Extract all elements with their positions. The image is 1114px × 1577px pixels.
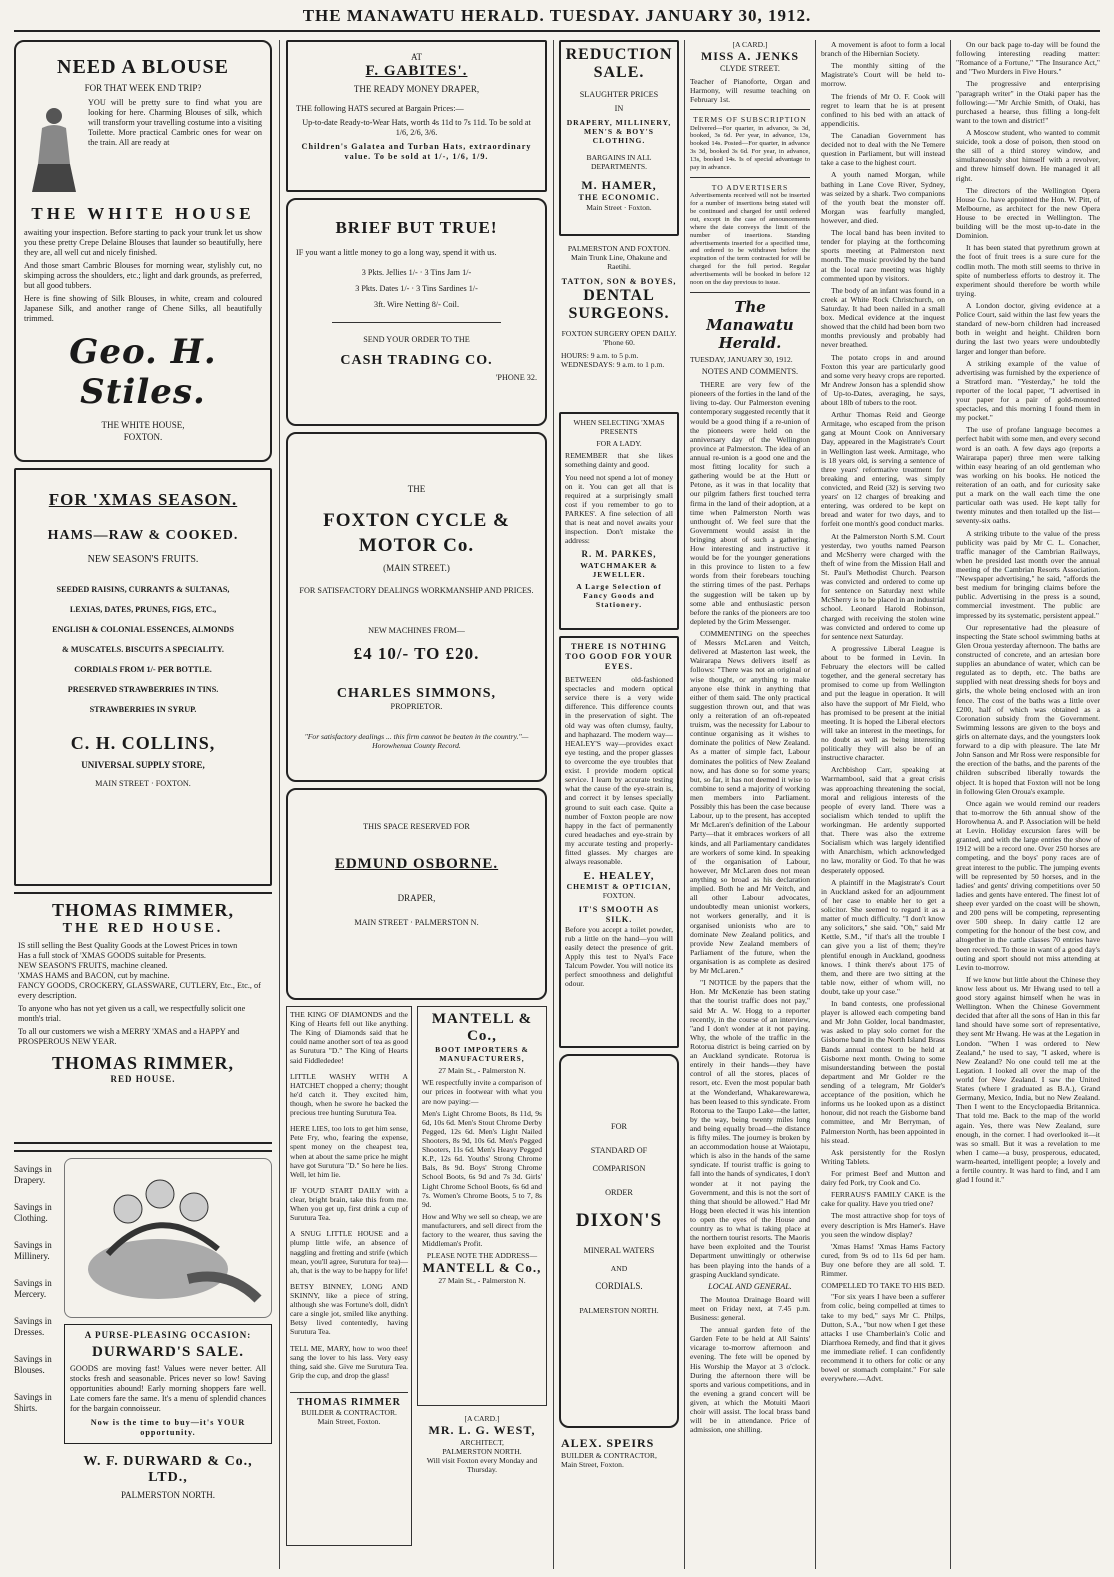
savings-item: Savings in Clothing. [14, 1202, 52, 1223]
column-2 [286, 40, 547, 1569]
osborne-reserved: THIS SPACE RESERVED FOR [363, 822, 470, 831]
mantell-address: 27 Main St., - Palmerston N. [438, 1066, 526, 1076]
cycle-name: FOXTON CYCLE & MOTOR Co. [323, 510, 510, 556]
goods-line: LEXIAS, DATES, PRUNES, FIGS, ETC., [69, 604, 217, 614]
surutura-verse: BETSY BINNEY, LONG AND SKINNY, like a piece of string, although she was Fortune's doll, didn't care a single jot, smiled like anything. Betsy lived contentedly, having Surutura Tea. [290, 1281, 408, 1337]
tatton-hours: WEDNESDAYS: 9 a.m. to 1 p.m. [561, 359, 665, 369]
column-1 [14, 40, 272, 1569]
blouse-body-4: Here is fine showing of Silk Blouses, in white, cream and coloured Japanese Silk, and another range of Chene Silks, all beautifully trimmed. [24, 294, 262, 324]
white-house-town: FOXTON. [123, 431, 163, 442]
cash-trading-ad [286, 198, 547, 426]
speirs-role: BUILDER & CONTRACTOR, [561, 1451, 657, 1460]
parkes-head: WHEN SELECTING 'XMAS PRESENTS [573, 418, 665, 437]
osborne-ad [286, 788, 547, 1000]
mantell-footer-address: 27 Main St., - Palmerston N. [438, 1276, 526, 1286]
news-item: "For six years I have been a sufferer from colic, being compelled at times to take to my bed," says Mr C. Philps, Dutton, S.A., "but now when I get these attacks I use Chamberlain's Colic and Diarrhoea Remedy, and find that it gives me immediate relief. I can confidently recommend it to others for colic or any bowel or stomach complaint." For sale everywhere.—Advt. [821, 1292, 945, 1384]
tatton-phone: 'Phone 60. [603, 337, 635, 347]
surutura-tea-ad [286, 1006, 412, 1546]
tatton-address: Main Trunk Line, Ohakune and Raetihi. [571, 253, 667, 272]
terms-body: Delivered—For quarter, in advance, 3s 3d, booked, 3s 6d. Per year, in advance, 13s, booked 14s. Posted—For quarter, in advance 3s 3d, booked 3s 6d. For year, in advance, 13s, booked 14s. Is of special advantage to pay in advance. [690, 124, 810, 172]
advertisers-heading: TO ADVERTISERS [711, 182, 789, 192]
cycle-the: THE [407, 484, 426, 494]
news-item: A plaintiff in the Magistrate's Court in Auckland asked for an adjournment of her case to enable her to get a solicitor. She seemed to regard it as a matter of much difficulty. "I don't know any solicitors," she said. "Oh," said Mr Kettle, S.M., "if that's all the trouble I can give you a list of them; they're plentiful enough in Auckland, goodness knows. I think there's about 175 of them, and there are two sitting at the table now, either of whom will, no doubt, take up your case." [821, 877, 945, 996]
parkes-ad [559, 412, 679, 630]
rimmer-builder-role: BUILDER & CONTRACTOR. [301, 1407, 397, 1417]
stiles-signature: Geo. H. Stiles. [69, 332, 217, 413]
news-item: The potato crops in and around Foxton this year are particularly good and some very heavy crops are reported. Mr Andrew Jonson has a splendid show of Up-to-Dates, averaging, he says, about 18lb of tubers to the root. [821, 352, 945, 408]
hamer-head-2: SALE. [593, 64, 645, 81]
news-item: In band contests, one professional player is allowed each competing band and Mr John Golder, local bandmaster, was asked to play solo cornet for the Gisborne band in the North Island Brass Bands annual contest to be held at Gisborne next month. Owing to some misunderstanding between the postal department and Mr Golder re the sending of a telegram, Mr Golder's acceptance of the position, which he informs us he looked upon as a distinct honour, did not reach the Gisborne band committee, and Mr Berryman, of Palmerston North, has been appointed in his stead. [821, 999, 945, 1145]
west-name: MR. L. G. WEST, [428, 1423, 536, 1438]
editorial-paragraph: THERE are very few of the pioneers of the forties in the land of the living to-day. Our Palmerston evening contemporary suggested recently that it would be a good thing if a re-union of the pioneers were held on the anniversary day of the Wellington province at Palmerston. The idea of an annual re-union is a good one and the most fitting locality for such a gathering would be at the Hutt or Petone, as it was in that locality that our pilgrim fathers first touched terra firma in the land of their adoption, at a time when Palmerston North was unthought of. We feel sure that the Government would assist in the bringing about of such a gathering. How interesting and instructive it would be for the younger generations in this province to listen to a few words from their forebears touching the stirring times of the past. Perhaps the suggestion will be taken up by some able and enthusiastic person before the ranks of the pioneers are too depleted by the Grim Messenger. [690, 380, 810, 626]
durward-body: GOODS are moving fast! Values were never better. All stocks fresh and seasonable. Prices never so low! Saving opportunities abound! Early morning shoppers fare well. Late comers fare the same. It's a menu of splendid chances for the bargain connoisseur. [70, 1364, 266, 1414]
mantell-sub: BOOT IMPORTERS & MANUFACTURERS, [435, 1045, 529, 1064]
rimmer-builder-name: THOMAS RIMMER [297, 1396, 401, 1408]
news-item: The monthly sitting of the Magistrate's Court will be held to-morrow. [821, 61, 945, 89]
news-heading: COMPELLED TO TAKE TO HIS BED. [821, 1281, 945, 1291]
gabites-text: Children's Galatea and Turban Hats, extraordinary value. To be sold at 1/-, 1/6, 1/9. [301, 141, 532, 161]
rimmer-name: THOMAS RIMMER, [52, 900, 234, 920]
column-5 [821, 40, 945, 1569]
mantell-text: How and Why we sell so cheap, we are manufacturers, and sell direct from the factory to the wearer, thus saving the Middleman's Profit. [422, 1211, 542, 1249]
news-item: Ask persistently for the Roslyn Writing Tablets. [821, 1147, 945, 1166]
tatton-surgery: FOXTON SURGERY OPEN DAILY. [561, 328, 677, 338]
rimmer-text: 'XMAS HAMS and BACON, cut by machine. [18, 971, 170, 980]
rimmer-text: NEW SEASON'S FRUITS, machine cleaned. [18, 961, 168, 970]
brief-order: SEND YOUR ORDER TO THE [363, 335, 470, 344]
brief-headline: BRIEF BUT TRUE! [335, 218, 498, 237]
dixon-for: FOR [611, 1122, 627, 1131]
dixon-line: MINERAL WATERS [583, 1246, 655, 1255]
cycle-price: £4 10/- TO £20. [353, 643, 480, 663]
gabites-text: THE following HATS secured at Bargain Prices:— [296, 103, 464, 113]
talcum-body: Before you accept a toilet powder, rub a little on the hand—you will easily detect the presence of grit. Apply this test to Nyal's Face Talcum Powder. You will notice its perfect smoothness and delightful odour. [565, 924, 673, 989]
west-card [417, 1414, 547, 1475]
brief-intro: IF you want a little money to go a long way, spend it with us. [296, 248, 497, 257]
news-item: Archbishop Carr, speaking at Warrnambool, said that a great crisis was approaching threatening the social, moral and religious interests of the people of every land. There was a socialism which tended to uplift the workingman. He ardently supported that. There was also the extreme Socialism which was largely identified with Anarchism, which acknowledged no law, morality or God. To that he was desperately opposed. [821, 765, 945, 875]
parkes-role: WATCHMAKER & JEWELLER. [580, 560, 658, 579]
parkes-text: REMEMBER that she likes something dainty and good. [565, 451, 673, 470]
goods-line: CORDIALS FROM 1/- PER BOTTLE. [74, 664, 212, 674]
savings-list [14, 1158, 60, 1540]
dixon-ad [559, 1054, 679, 1428]
goods-line: SEEDED RAISINS, CURRANTS & SULTANAS, [56, 584, 230, 594]
durward-name: W. F. DURWARD & Co., LTD., [83, 1454, 253, 1486]
jenks-card [690, 40, 810, 104]
local-paragraph: The annual garden fete of the Garden Fete to be held at All Saints' vicarage to-morrow afternoon and evening. The fete will be opened by His Worship the Mayor at 3 o'clock. During the afternoon there will be sports and various competitions, and in the evening a grand concert will be given, at which the Motuiti Maori choir will assist. The local brass band will be in attendance. Price of admission, one shilling. [690, 1325, 810, 1435]
west-text: Will visit Foxton every Monday and Thursday. [426, 1456, 538, 1475]
news-item: 'Xmas Hams! 'Xmas Hams Factory cured, from 9s od to 11s 6d per ham. Buy one before they are all sold. T. Rimmer. [821, 1241, 945, 1279]
mantell-ad [417, 1006, 547, 1406]
blouse-body-2: awaiting your inspection. Before starting to pack your trunk let us show you these pretty Crepe Delaine Blouses that launder so beautifully, here they are, all well cut and nicely finished. [24, 228, 262, 258]
durward-headline-1: A PURSE-PLEASING OCCASION: [84, 1330, 252, 1340]
west-city: PALMERSTON NORTH. [442, 1447, 522, 1457]
news-item: The progressive and enterprising "paragraph writer" in the Otaki paper has the following:—"Mr Archie Smith, of Otaki, has purchased a hearse, thus filling a long-felt want to the town and district!" [956, 79, 1100, 125]
mantell-footer: MANTELL & Co., [422, 1260, 542, 1276]
goods-line: STRAWBERRIES IN SYRUP. [89, 704, 197, 714]
savings-item: Savings in Millinery. [14, 1240, 52, 1261]
healey-role: CHEMIST & OPTICIAN, [566, 882, 672, 892]
dixon-name: DIXON'S [575, 1210, 663, 1231]
savings-item: Savings in Dresses. [14, 1316, 52, 1337]
news-item: A movement is afoot to form a local branch of the Hibernian Society. [821, 40, 945, 59]
savings-item: Savings in Shirts. [14, 1392, 52, 1413]
savings-item: Savings in Mercery. [14, 1278, 52, 1299]
goods-line: PRESERVED STRAWBERRIES IN TINS. [67, 684, 219, 694]
surutura-verse: A SNUG LITTLE HOUSE and a plump little wife, an absence of naggling and fretting and strife (which mean, you'll agree, Surutura for tea)—ah, that is the way to be happy for life! [290, 1229, 408, 1275]
parkes-sub: FOR A LADY. [596, 439, 642, 449]
jenks-street: CLYDE STREET. [720, 64, 780, 74]
column-divider [950, 40, 951, 1569]
osborne-address: MAIN STREET · PALMERSTON N. [354, 918, 479, 928]
dixon-line: ORDER [605, 1188, 633, 1197]
collins-ad [14, 468, 272, 886]
mantell-note: PLEASE NOTE THE ADDRESS— [426, 1251, 538, 1261]
news-item: The local band has been invited to tender for playing at the forthcoming sports meeting at Palmerston next month. The music provided by the band at the local race meeting was highly commented upon by visitors. [821, 228, 945, 283]
cycle-role: PROPRIETOR. [390, 701, 443, 711]
news-item: At the Palmerston North S.M. Court yesterday, two youths named Pearson and McSherry were charged with the theft of wine from the Mission Hall and St. Paul's Methodist Church. Pearson was convicted and ordered to come up for sentence on Saturday next while McSherry is to be placed in an industrial school. Leonard Harold Robinson, charged with receiving the stolen wine was convicted and ordered to come up for sentence next Saturday. [821, 531, 945, 641]
hams-line: HAMS—RAW & COOKED. [47, 528, 239, 543]
rimmer-ad [14, 892, 272, 1144]
brief-price-row: 3 Pkts. Dates 1/- · 3 Tins Sardines 1/- [355, 284, 478, 293]
jenks-name: MISS A. JENKS [700, 49, 800, 64]
brief-price-row: 3 Pkts. Jellies 1/- · 3 Tins Jam 1/- [361, 268, 472, 277]
news-item: A London doctor, giving evidence at a Police Court, said within the last few years the standard of new-born children had increased both in weight and height. Children born during the last two years were undoubtedly larger and longer than before. [956, 300, 1100, 356]
local-general-heading: LOCAL AND GENERAL. [708, 1281, 792, 1291]
rimmer-text: IS still selling the Best Quality Goods at the Lowest Prices in town [18, 941, 238, 950]
news-item: A striking tribute to the value of the press publicity was paid by Mr C. L. Conacher, traffic manager of the Cambrian Railways, when he presided last month over the annual meeting of the Cambrian Resorts Association. "Newspaper advertising," he said, "affords the best medium for bringing claims before the public. Advertising in the press is a sound, commercial investment. The public are impressed by its systematic, persistent appeal." [956, 528, 1100, 620]
news-item: The directors of the Wellington Opera House Co. have appointed the Hon. W. Pitt, of Melbourne, as architect for the new Opera House to be erected in Wellington. The building will be the most up-to-date in the Dominion. [956, 185, 1100, 241]
white-house-ad [14, 40, 272, 462]
white-house-foot: THE WHITE HOUSE, [101, 420, 185, 431]
mantell-text: WE respectfully invite a comparison of our prices in footwear with what you are now paying:— [422, 1078, 542, 1106]
surutura-verse: LITTLE WASHY WITH A HATCHET chopped a cherry; thought he'd catch it. They excited him, though, when he swore he backed the precious tree hunting Surutura Tea. [290, 1071, 408, 1118]
jenks-text: Teacher of Pianoforte, Organ and Harmony, will resume teaching on February 1st. [690, 77, 810, 105]
dixon-city: PALMERSTON NORTH. [579, 1306, 659, 1316]
mantell-prices: Men's Light Chrome Boots, 8s 11d, 9s 6d, 10s 6d. Men's Stout Chrome Derby Pegged, 12s 6d. Men's Light Nailed Shooters, 8s 9d, 10s 6d. Men's Pegged Shooters, 11s 6d. Men's Heavy Pegged K.P., 12s 6d. Youths' Strong Chrome Bals, 8s 9d. Boys' Strong Chrome School Boots, 6s 9d and 7s 3d. Girls' Light Chrome School Boots, 6s 6d and 7s. Women's Chrome Boots, 5 to 7, 8s 9d. [422, 1108, 542, 1209]
healey-ad [559, 636, 679, 1048]
durward-cta: Now is the time to buy—it's YOUR opportunity. [90, 1418, 246, 1438]
rimmer-name-footer: THOMAS RIMMER, [52, 1053, 234, 1073]
terms-heading: TERMS OF SUBSCRIPTION [693, 115, 807, 125]
editorial-paragraph: "I NOTICE by the papers that the Hon. Mr McKenzie has been stating that the tourist traffic does not pay," said Mr A. W. Hogg to a reporter recently, in the course of an interview, "and I don't wonder at it not paying. Why, the whole of the traffic in the Rotorua district is being carried on by an Auckland syndicate. Rotorua is entirely in their hands—they have control of all the stores, places of resort, etc. Even the most popular bath at the Wonderland, Whakarewarewa, has been leased to this syndicate. From Rotorua to the Taupo Lake—the latter, by the way, being twenty miles long and being equally broad—the distance is fifty miles. The journey is broken by an accommodation house at Waiotapu, which is also in the hands of the same syndicate. If tourist traffic is going to fall into the hands of syndicates, I don't wonder at it not paying the Government, and this is not the sort of thing that should be allowed." Had Mr Hogg been elected it was his intention to open the eyes of the House and country as to what is taking place at the northern tourist resorts. The Maoris have been exploited and the Tourist Department unwittingly or otherwise has been playing into the hands of a grasping Auckland syndicate. [690, 978, 810, 1279]
editorial-paragraph: COMMENTING on the speeches of Messrs McLaren and Veitch, delivered at Masterton last week, the Wairarapa News delivers itself as follows: "There was not an original or wise thought, or anything to make anyone else think in anything that either of them said. The only practical suggestion thrown out, and that was only a reiteration of an oft-repeated truism, was the necessity for Labour to continue organising as it wishes to dominate the politics of New Zealand. As a matter of simple fact, Labour dominates the politics of New Zealand now, and has done so for some years; but, so far, it has not deemed it wise to combine to send a majority of working men members into Parliament. Possibly this has been the case because Labour, up to the present, has accepted Mr McLaren's definition of the Labour Party—that it embraces workers of all kinds, and all Parliamentary candidates are workers of some kind. In speaking of the organisation of Labour, however, Mr McLaren does not mean anything so broad as his declaration implied. Both he and Mr Veitch, and all other Labour advocates, undoubtedly mean unionist workers, not workers generally, and it is organised unionists who are to dominate New Zealand politics, and provide New Zealand members of Parliament of the future, when the organisation is as complete as desired by Mr McLaren." [690, 629, 810, 976]
news-item: For primest Beef and Mutton and dairy fed Pork, try Cook and Co. [821, 1169, 945, 1188]
speirs-name: ALEX. SPEIRS [561, 1436, 655, 1450]
news-item: The most attractive shop for toys of every description is Mrs Hamer's. Have you seen the window display? [821, 1211, 945, 1239]
dixon-line: AND [610, 1264, 628, 1273]
surutura-verse: THE KING OF DIAMONDS and the King of Hearts fell out like anything. The King of Diamonds said that he could name another sort of tea as good as Surutura "D." The King of Hearts said Fiddlededee! [290, 1010, 408, 1065]
hamer-ad [559, 40, 679, 236]
tatton-city: PALMERSTON AND FOXTON. [567, 244, 671, 253]
collins-store: UNIVERSAL SUPPLY STORE, [81, 759, 205, 770]
mantell-name: MANTELL & Co., [431, 1011, 533, 1044]
gabites-sub: THE READY MONEY DRAPER, [353, 84, 480, 95]
cycle-quote: "For satisfactory dealings ... this firm cannot be beaten in the country."—Horowhenua County Record. [304, 731, 529, 750]
column-3 [559, 40, 679, 1569]
news-item: If we know but little about the Chinese they know less about us. Mr Hwang used to tell a good story against himself when he was in Wellington. When the Chinese Government decided that after all the sons of Han in this far land should have some sort of representative, they sent Mr Hwang. He was at the Legation in London. "When I was ordered to New Zealand," he used to say, "I asked, where is New Zealand? No one could tell me at the Legation. I looked all over the map of the world for New Zealand. I saw the United States (where I graduated as B.A.), Grand Germany, Mexico, India, but no New Zealand. Then I went to the Encyclopaedia Britannica. That told me. Back to the map of the world again. Yes, there was New Zealand, sure enough, in the corner. I had overlooked it—it was so small. But it was a revelation to me when I came—a busy, prosperous, educated, warm-hearted, intelligent people; a lovely and a fertile country. It was hard to find, and I am glad I found it." [956, 974, 1100, 1185]
news-item: Our representative had the pleasure of inspecting the State school swimming baths at Glen Oroua yesterday afternoon. The baths are constructed of concrete, and an artesian bore supplies an abundance of water, which can be regulated as to depth, etc. The baths are supplied with neat dressing sheds for boys and girls, the whole being enclosed with an iron fence. The cost of the baths was a little over £200, half of which was obtained as a Coronation subsidy from the Government. Swimming lessons are given to the boys and girls on alternate days, and the youngsters look forward to a dip with pleasure. The late Mr John Sanson and Mr Ross were responsible for the erection of the baths, and the parents of the children subscribed liberally towards the object. It is hoped that Foxton will not be long in following Glen Oroua's example. [956, 622, 1100, 796]
rimmer-text: To all our customers we wish a MERRY 'XMAS and a HAPPY and PROSPEROUS NEW YEAR. [18, 1027, 240, 1046]
rimmer-text: Has a full stock of 'XMAS GOODS suitable for Presents. [18, 951, 206, 960]
hamer-items: DRAPERY, MILLINERY, MEN'S & BOY'S CLOTHING. [566, 118, 672, 146]
speirs-ad [559, 1434, 679, 1471]
rimmer-text: To anyone who has not yet given us a call, we respectfully solicit one month's trial. [18, 1004, 246, 1023]
column-4 [690, 40, 810, 1569]
news-item: On our back page to-day will be found the following interesting reading matter: "Romance of a Fortune," "The Insurance Act," and "Two Murders in Five Hours." [956, 40, 1100, 77]
white-house-name: THE WHITE HOUSE [31, 204, 255, 224]
red-house: THE RED HOUSE. [62, 921, 224, 936]
news-item: The use of profane language becomes a perfect habit with some men, and every second word is an oath. A few days ago (reports a Wairarapa paper) three men were talking within easy hearing of an old gentleman who was working on his books. He noticed the reiteration of an oath, and for curiosity sake put a mark on the wall each time the one particular oath was used. He kept tally for twenty minutes and then totalled up the list—seventy-six oaths. [956, 425, 1100, 526]
west-card-label: [A CARD.] [464, 1414, 500, 1423]
hamer-address: Main Street · Foxton. [586, 202, 652, 212]
news-item: It has been stated that pyrethrum grown at the foot of fruit trees is a sure cure for the codlin moth. The moth still seems to thrive in spite of numberless efforts to destroy it. The experiment should therefore be worth while trying. [956, 243, 1100, 298]
news-item: A Moscow student, who wanted to commit suicide, took a dose of poison, then stood on the sill of a third storey window, and simultaneously shot himself with a revolver, and threw himself down. He managed it all right. [956, 127, 1100, 183]
news-item: The friends of Mr O. F. Cook will regret to learn that he is at present confined to his bed with an attack of appendicitis. [821, 91, 945, 128]
news-item: A striking example of the value of advertising was furnished by the experience of a Stratford man. "Yesterday," he told the reporter of the local paper, "I advertised in your paper for a pair of gold-mounted spectacles, and this morning I found them in my pocket." [956, 358, 1100, 423]
column-divider [279, 40, 280, 1569]
column-divider [553, 40, 554, 1569]
savings-item: Savings in Drapery. [14, 1164, 52, 1185]
jenks-card-label: [A CARD.] [732, 40, 768, 49]
paper-date: TUESDAY, JANUARY 30, 1912. [690, 354, 793, 364]
goods-line: & MUSCATELS. BISCUITS A SPECIALITY. [62, 644, 224, 654]
blouse-headline: NEED A BLOUSE [57, 56, 229, 78]
news-item: A progressive Liberal League is about to be formed in Levin. In February the electors will be called together, and the general secretary has promised to come up from Wellington and put the league in operation. It will also have the support of Mr Field, who has promised to be present at the initial meeting. It is hoped the Liberal electors will take an interest in the meetings, for no doubt as well as being interesting politically they will also be of an instructive character. [821, 643, 945, 763]
news-item: A youth named Morgan, while bathing in Lane Cove River, Sydney, was seized by a shark. Two companions of the youth beat the monster off. Morgan was fearfully mangled, however, and died. [821, 170, 945, 225]
news-item: Arthur Thomas Reid and George Armitage, who escaped from the prison gang at Mount Cook on Anniversary Day, appeared in the Magistrate's Court in Wellington last week. Armitage, who is 18 years old, is serving a sentence of three years' reformative treatment for breaking and entering, was simply convicted, and Reid (32) is serving two years' on 12 charges of breaking and entering, was ordered to be kept on bread and water for two days, and to forfeit one month's good conduct marks. [821, 410, 945, 529]
dixon-line: COMPARISON [592, 1164, 646, 1173]
news-item: The body of an infant was found in a creek at White Rock Christchurch, on Saturday. It had been nailed in a small box. Medical evidence at the inquest showed that the child had been born two months previously and probably had never breathed. [821, 285, 945, 350]
local-paragraph: The Moutoa Drainage Board will meet on Friday next, at 7.45 p.m. Business: general. [690, 1294, 810, 1323]
hamer-shop: THE ECONOMIC. [578, 192, 660, 202]
hamer-sub: SLAUGHTER PRICES [579, 90, 659, 99]
goods-line: ENGLISH & COLONIAL ESSENCES, ALMONDS [52, 624, 234, 634]
surutura-verse: HERE LIES, too lots to get him sense, Pete Fry, who, fearing the expense, spent money on the cheapest tea, when at about the same price he might have got Surutura "D." So here he lies. Well, let him lie. [290, 1124, 408, 1179]
durward-city: PALMERSTON NORTH. [121, 1490, 215, 1501]
healey-city: FOXTON. [602, 891, 636, 901]
surutura-verse: IF YOU'D START DAILY with a clear, bright brain, take this from me. When you get up, first drink a cup of Surutura Tea. [290, 1185, 408, 1223]
foxton-cycle-ad [286, 432, 547, 782]
west-role: ARCHITECT, [460, 1438, 504, 1448]
news-item: FERRAUS'S FAMILY CAKE is the cake for quality. Have you tried one? [821, 1190, 945, 1209]
masthead-rule [14, 30, 1100, 32]
durward-ad [14, 1150, 272, 1540]
fruits-line: NEW SEASON'S FRUITS. [87, 554, 199, 565]
hamer-bargains: BARGAINS IN ALL DEPARTMENTS. [586, 153, 652, 172]
cash-trading-phone: 'PHONE 32. [495, 373, 537, 382]
healey-body: BETWEEN old-fashioned spectacles and modern optical service there is a very wide difference. This difference counts in the preservation of sight. The old way was often clumsy, faulty, and haphazard. The modern way—HEALEY'S way—provides exact eye testing, and the proper glasses to overcome the eye troubles that exist. I provide modern optical service. I learn by accurate testing what the cause of the eye-strain is, and correct it by lenses specially ground to suit each case. Quite a number of Foxton people are now happy in the fact of permanently cured headaches and eye-strain by my accurate testing and properly-fitted glasses. My charges are always reasonable. [565, 675, 673, 867]
paper-title: The Manawatu Herald. [706, 297, 794, 352]
blouse-sub: FOR THAT WEEK END TRIP? [84, 83, 202, 93]
cycle-machines: NEW MACHINES FROM— [368, 625, 465, 635]
gabites-ad [286, 40, 547, 192]
col2-bottom [286, 1006, 547, 1546]
healey-headline: THERE IS NOTHING TOO GOOD FOR YOUR EYES. [565, 642, 673, 671]
dixon-line: CORDIALS. [595, 1281, 643, 1292]
tatton-headline: DENTAL SURGEONS. [568, 287, 670, 322]
xmas-headline: FOR 'XMAS SEASON. [48, 490, 238, 509]
notes-heading: NOTES AND COMMENTS. [701, 367, 799, 377]
cycle-proprietor: CHARLES SIMMONS, [336, 685, 497, 701]
blouse-intro: YOU will be pretty sure to find what you are looking for here. Charming Blouses of silk, which will transform your travelling costume into a visiting Toilette. More practical Cambric ones for wear on the train. All are ready at [88, 98, 262, 148]
healey-name: E. HEALEY, [583, 870, 655, 883]
talcum-headline: IT'S SMOOTH AS SILK. [578, 904, 660, 924]
coin-purse-illustration [64, 1158, 272, 1318]
collins-name: C. H. COLLINS, [70, 732, 216, 753]
gabites-name: F. GABITES'. [365, 63, 468, 80]
parkes-name: R. M. PARKES, [581, 549, 657, 560]
speirs-address: Main Street, Foxton. [561, 1460, 624, 1470]
lady-figure-image [24, 104, 84, 194]
durward-headline-2: DURWARD'S SALE. [92, 1344, 244, 1361]
news-item: The Canadian Government has decided not to deal with the Ne Temere question in Parliament, but will instead take a case to the highest court. [821, 130, 945, 168]
rimmer-builder-address: Main Street, Foxton. [317, 1417, 381, 1427]
advertisers-body: Advertisements received will not be inserted for a number of insertions being stated will be continued and charged for until ordered out, except in the case of announcements where the date conveys the limit of the number of insertions. Standing advertisements inserted for a specified time, and ordered to be withdrawn before the expiration of the term contracted for will be charged for the full period. Regular advertisements will be booked in before 12 noon on the day previous to issue. [690, 192, 810, 287]
osborne-trade: DRAPER, [397, 893, 436, 903]
savings-item: Savings in Blouses. [14, 1354, 52, 1375]
tatton-hours: HOURS: 9 a.m. to 5 p.m. [561, 350, 639, 360]
dixon-line: STANDARD OF [590, 1146, 648, 1155]
rimmer-house-footer: RED HOUSE. [110, 1074, 176, 1084]
column-divider [684, 40, 685, 1569]
column-divider [815, 40, 816, 1569]
rimmer-text: FANCY GOODS, CROCKERY, GLASSWARE, CUTLERY, Etc., Etc., of every description. [18, 981, 261, 1000]
hamer-in: IN [614, 104, 624, 113]
gabites-at: AT [411, 52, 422, 62]
column-6 [956, 40, 1100, 1569]
cycle-address: (MAIN STREET.) [383, 562, 450, 573]
tatton-name: TATTON, SON & BOYES, [561, 277, 677, 287]
hamer-head-1: REDUCTION [565, 46, 673, 63]
brief-price-row: 3ft. Wire Netting 8/- Coil. [373, 300, 460, 309]
cycle-tagline: FOR SATISFACTORY DEALINGS WORKMANSHIP AND PRICES. [299, 585, 534, 595]
osborne-name: EDMUND OSBORNE. [334, 856, 499, 872]
surutura-verse: TELL ME, MARY, how to woo thee! sang the lover to his lass. Very easy thing, said she. Give me Surutura Tea. Grip the cup, and drop the glass! [290, 1343, 408, 1380]
news-item: Once again we would remind our readers that to-morrow the 6th annual show of the Horowhenua A. and P. Association will be held at Levin. Holiday excursion fares will be granted, and with the large entries the show of 1912 will be a record one. Over 250 horses are competing, and the boys' pony races are of great interest to the public. The jumping events will be represented by 50 horses, and in the ladies' and gents' driving competitions over 50 ladies and gents have entered. The finest lot of sheep ever yarded on the coast will be shown, and 200 pens will be competing, representing over 500 sheep. In dairy cattle 12 are competing for the honour of the best cow, and altogether in the cattle classes 70 entries have been received. To those in want of a good day's outing and sport should not miss attending at Levin to-morrow. [956, 798, 1100, 972]
tatton-ad [559, 242, 679, 412]
collins-address: MAIN STREET · FOXTON. [95, 778, 191, 788]
gabites-text: Up-to-date Ready-to-Wear Hats, worth 4s 11d to 7s 11d. To be sold at 1/6, 2/6, 3/6. [302, 117, 531, 137]
hamer-name: M. HAMER, [581, 177, 657, 192]
blouse-body-3: And those smart Cambric Blouses for morning wear, stylishly cut, no skimping across the shoulders, etc.; light and dark grounds, as preferred, but all good tubbers. [24, 261, 262, 291]
masthead: THE MANAWATU HERALD. TUESDAY. JANUARY 30, 1912. [302, 6, 812, 25]
parkes-note: A Large Selection of Fancy Goods and Stationery. [576, 581, 662, 610]
parkes-text: You need not spend a lot of money on it. You can get all that is required at a surprisingly small cost if you remember to go to PARKES'. A fine selection of all that is neat and novel awaits your inspection. Don't mistake the address: [565, 472, 673, 546]
cash-trading-name: CASH TRADING CO. [340, 353, 493, 368]
